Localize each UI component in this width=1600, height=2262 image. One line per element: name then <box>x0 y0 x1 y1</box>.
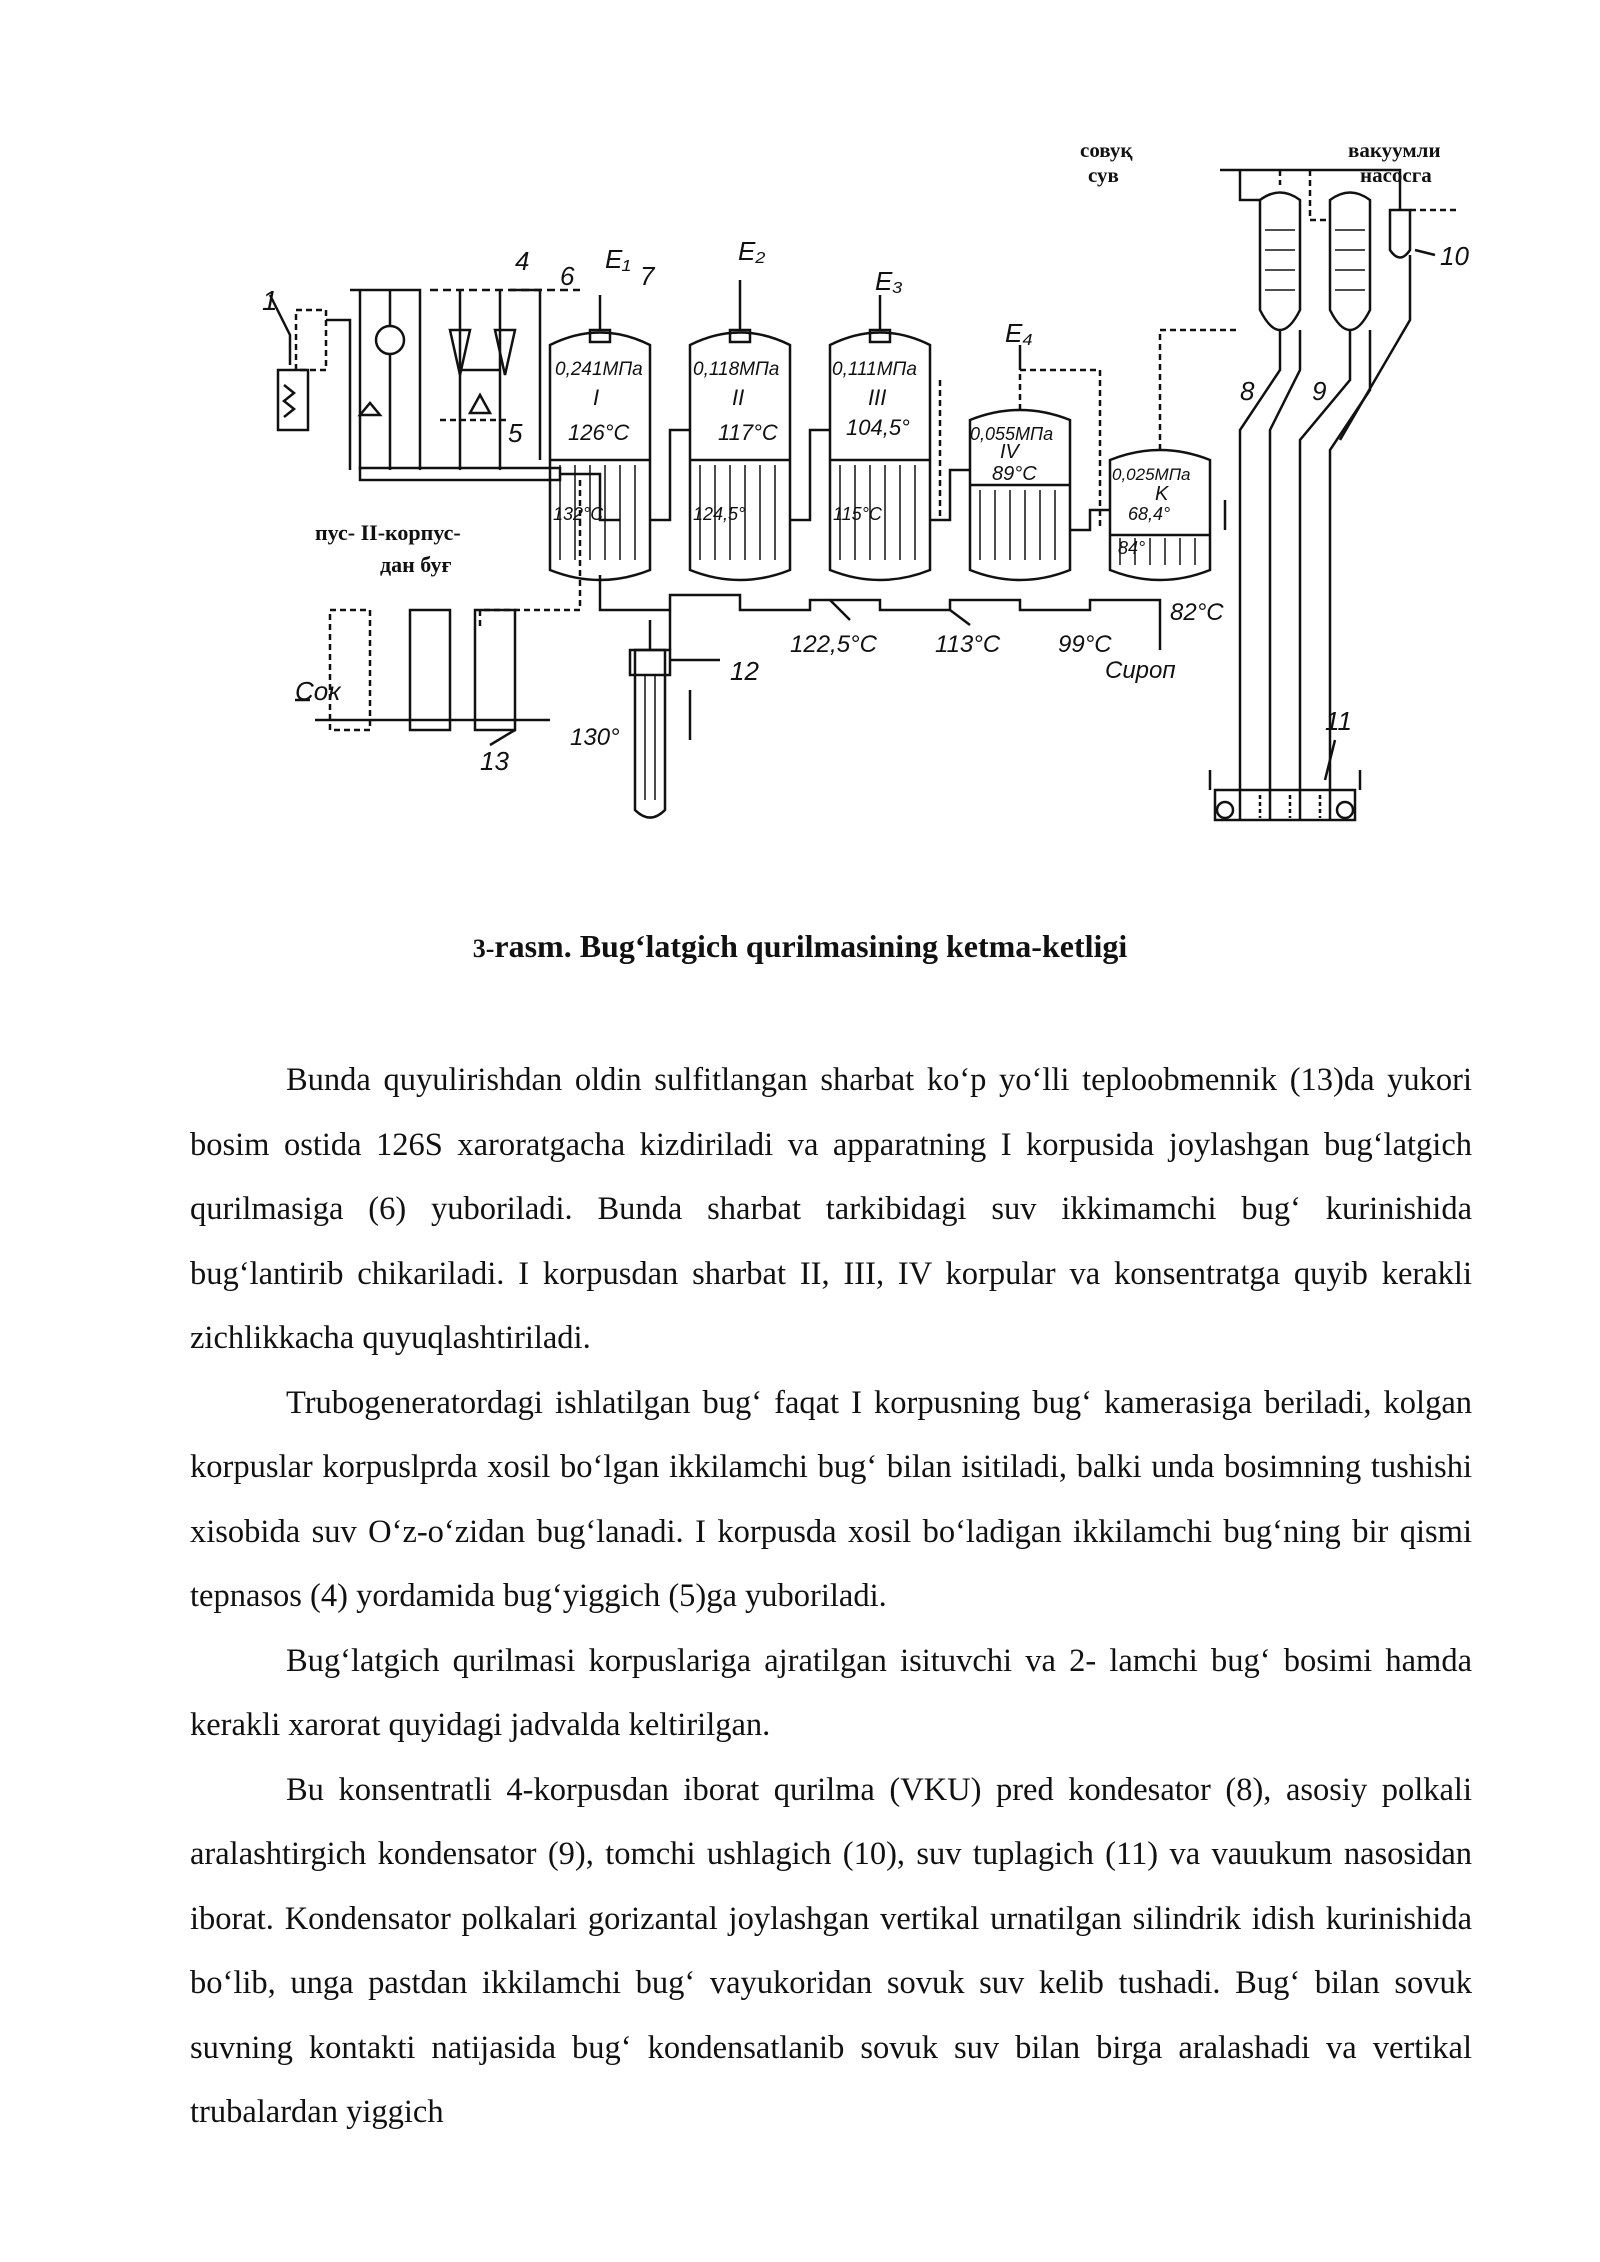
label-6: 6 <box>560 261 575 291</box>
body1-tube-temp: 132°С <box>553 504 604 524</box>
body4-roman: IV <box>1000 441 1019 463</box>
label-9: 9 <box>1312 376 1327 406</box>
steam-source-line2: дан буғ <box>380 552 452 577</box>
body3-pressure: 0,111МПа <box>832 359 917 380</box>
collector-11 <box>1210 770 1360 820</box>
body4-pressure: 0,055МПа <box>970 424 1054 444</box>
syrup-label: Сироп <box>1105 657 1176 684</box>
temp-130: 130° <box>570 724 620 751</box>
body5-pressure: 0,025МПа <box>1112 465 1191 484</box>
temp-113: 113°С <box>935 631 1001 658</box>
label-7: 7 <box>640 261 655 291</box>
label-8: 8 <box>1240 376 1255 406</box>
juice-in-label: Сок <box>295 676 341 706</box>
body2-roman: II <box>732 385 745 410</box>
label-12: 12 <box>730 656 759 686</box>
temp-82: 82°С <box>1170 599 1224 626</box>
temp-122-5: 122,5°С <box>790 631 877 658</box>
label-11: 11 <box>1325 706 1352 736</box>
body3-temp: 104,5° <box>846 415 910 440</box>
label-e2: E₂ <box>738 236 766 266</box>
cold-water-line2: сув <box>1088 163 1119 187</box>
body2-pressure: 0,118МПа <box>693 359 780 380</box>
body5-temp: 68,4° <box>1128 504 1171 524</box>
figure-caption <box>0 928 1600 965</box>
steam-source-line1: пус- II-корпус- <box>315 520 461 545</box>
caption-text: rasm. Bug‘latgich qurilmasining ketma-ketligi <box>494 928 1128 964</box>
paragraph: Bug‘latgich qurilmasi korpuslariga ajratilgan isituvchi va 2- lamchi bug‘ bosimi hamda kerakli xarorat quyidagi jadvalda keltirilgan. <box>190 1642 1472 1743</box>
label-e3: E₃ <box>875 266 903 296</box>
evaporator-diagram <box>250 130 1490 850</box>
body4-temp: 89°С <box>992 463 1037 485</box>
label-4: 4 <box>515 246 530 276</box>
label-e4: E₄ <box>1005 318 1033 348</box>
paragraph: Bu konsentratli 4-korpusdan iborat qurilma (VKU) pred kondesator (8), asosiy polkali aralashtirgich kondensator (9), tomchi ushlagich (10), suv tuplagich (11) va vauukum nasosidan iborat. Kondensator polkalari gorizantal joylashgan vertikal urnatilgan silindrik idish kurinishida bo‘lib, unga pastdan ikkilamchi bug‘ vayukoridan sovuk suv kelib tushadi. Bug‘ bilan sovuk suvning kontakti natijasida bug‘ kondensatlanib sovuk suv bilan birga aralashadi va vertikal trubalardan yiggich <box>190 1771 1472 2130</box>
body-text <box>190 1048 1472 2145</box>
label-1: 1 <box>262 285 278 316</box>
body5-roman: K <box>1155 483 1169 505</box>
temp-99: 99°С <box>1058 631 1112 658</box>
label-5: 5 <box>508 418 523 448</box>
vacuum-pump-line1: вакуумли <box>1348 138 1441 162</box>
body2-temp: 117°С <box>718 420 778 445</box>
body1-pressure: 0,241МПа <box>555 359 643 380</box>
separator-12 <box>630 620 720 818</box>
body3-tube-temp: 115°С <box>833 504 882 524</box>
body1-temp: 126°С <box>568 420 630 445</box>
concentrator-body-k <box>1070 330 1240 580</box>
paragraph: Bunda quyulirishdan oldin sulfitlangan sharbat ko‘p yo‘lli teploobmennik (13)da yukori bosim ostida 126S xaroratgacha kizdiriladi va apparatning I korpusida joylashgan bug‘latgich qurilmasiga (6) yuboriladi. Bunda sharbat tarkibidagi suv ikkimamchi bug‘ kurinishida bug‘lantirib chikariladi. I korpusdan sharbat II, III, IV korpular va konsentratga quyib kerakli zichlikkacha quyuqlashtiriladi. <box>190 1062 1472 1356</box>
device-1 <box>270 295 350 470</box>
label-10: 10 <box>1440 241 1469 271</box>
body3-roman: III <box>868 385 887 410</box>
body5-tube-temp: 84° <box>1118 538 1146 558</box>
caption-number: 3- <box>472 934 495 963</box>
cold-water-line1: совуқ <box>1080 138 1133 162</box>
heat-exchanger-13 <box>295 610 550 730</box>
vacuum-pump-line2: насосга <box>1360 163 1432 187</box>
label-e1: E₁ <box>605 244 631 274</box>
steam-jets-4 <box>350 290 580 480</box>
body1-roman: I <box>593 385 600 410</box>
body2-tube-temp: 124,5° <box>693 504 746 524</box>
label-13: 13 <box>480 746 509 776</box>
paragraph: Trubogeneratordagi ishlatilgan bug‘ faqat I korpusning bug‘ kamerasiga beriladi, kolgan korpuslar korpuslprda xosil bo‘lgan ikkilamchi bug‘ bilan isitiladi, balki unda bosimning tushishi xisobida suv O‘z-o‘zidan bug‘lanadi. I korpusda xosil bo‘ladigan ikkilamchi bug‘ning bir qismi tepnasos (4) yordamida bug‘yiggich (5)ga yuboriladi. <box>190 1384 1472 1614</box>
